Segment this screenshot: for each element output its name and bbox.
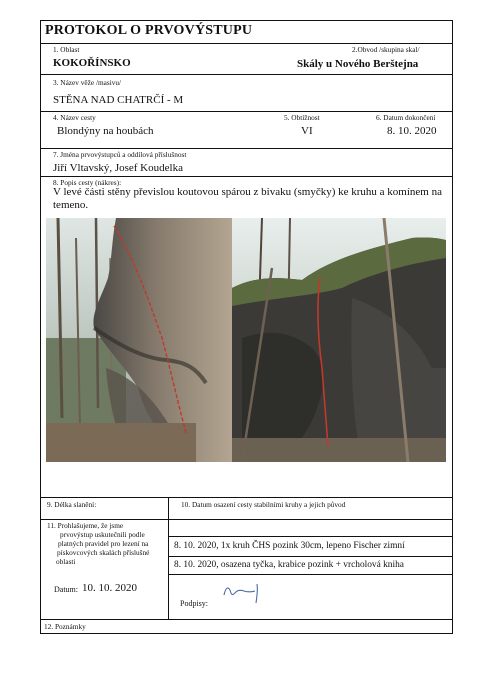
rule xyxy=(168,574,452,575)
grade-label: 5. Obtížnost xyxy=(284,113,320,122)
climbers-value: Jiří Vltavský, Josef Koudelka xyxy=(53,162,183,174)
area-value: KOKOŘÍNSKO xyxy=(53,57,131,69)
description-text: V levé části stěny převislou koutovou spárou z bivaku (smyčky) ke kruhu a komínem na temeno. xyxy=(53,186,442,211)
rule xyxy=(168,497,169,619)
rule xyxy=(41,519,452,520)
notes-label: 12. Poznámky xyxy=(44,622,86,631)
rule xyxy=(41,74,452,75)
declaration-line: 11. Prohlašujeme, že jsme xyxy=(47,521,124,530)
declaration-line: prvovýstup uskutečnili podle xyxy=(60,530,145,539)
area-label: 1. Oblast xyxy=(53,45,80,54)
tower-value: STĚNA NAD CHATRČÍ - M xyxy=(53,94,184,106)
rappel-label: 9. Délka slanění: xyxy=(47,500,97,509)
signature-label: Podpisy: xyxy=(180,599,209,608)
tower-label: 3. Název věže /masivu/ xyxy=(53,78,122,87)
completion-date-value: 8. 10. 2020 xyxy=(387,125,437,137)
completion-date-label: 6. Datum dokončení xyxy=(376,113,436,122)
anchors-label: 10. Datum osazení cesty stabilními kruhy a jejich původ xyxy=(181,500,346,509)
protocol-form xyxy=(40,20,453,634)
rule xyxy=(41,111,452,112)
form-title: PROTOKOL O PRVOVÝSTUPU xyxy=(45,23,253,38)
rule xyxy=(41,619,452,620)
signing-date-label: Datum: xyxy=(54,585,78,594)
declaration-line: oblasti xyxy=(56,557,76,566)
climbers-label: 7. Jména prvovýstupců a oddílová příslušnost xyxy=(53,150,187,159)
rule xyxy=(41,497,452,498)
declaration-line: platných pravidel pro lezení na xyxy=(58,539,149,548)
rule xyxy=(41,148,452,149)
anchor-row: 8. 10. 2020, 1x kruh ČHS pozink 30cm, lepeno Fischer zimní xyxy=(174,541,405,551)
district-value: Skály u Nového Berštejna xyxy=(297,58,419,70)
anchor-row: 8. 10. 2020, osazena tyčka, krabice pozink + vrcholová kniha xyxy=(174,560,404,570)
signing-date-value: 10. 10. 2020 xyxy=(82,582,137,594)
description-label: 8. Popis cesty (nákres): xyxy=(53,178,122,187)
route-name-value: Blondýny na houbách xyxy=(57,125,154,137)
route-photo-left-image xyxy=(46,218,232,462)
rule xyxy=(168,556,452,557)
grade-value: VI xyxy=(301,125,313,137)
district-label: 2.Obvod /skupina skal/ xyxy=(352,45,420,54)
rule xyxy=(168,536,452,537)
route-photo-right-image xyxy=(232,218,446,462)
declaration-line: pískovcových skalách příslušné xyxy=(57,548,150,557)
route-photo-left xyxy=(46,218,232,462)
route-photo-right xyxy=(232,218,446,462)
route-name-label: 4. Název cesty xyxy=(53,113,96,122)
signature-mark xyxy=(221,578,271,606)
rule xyxy=(41,43,452,44)
rule xyxy=(41,176,452,177)
